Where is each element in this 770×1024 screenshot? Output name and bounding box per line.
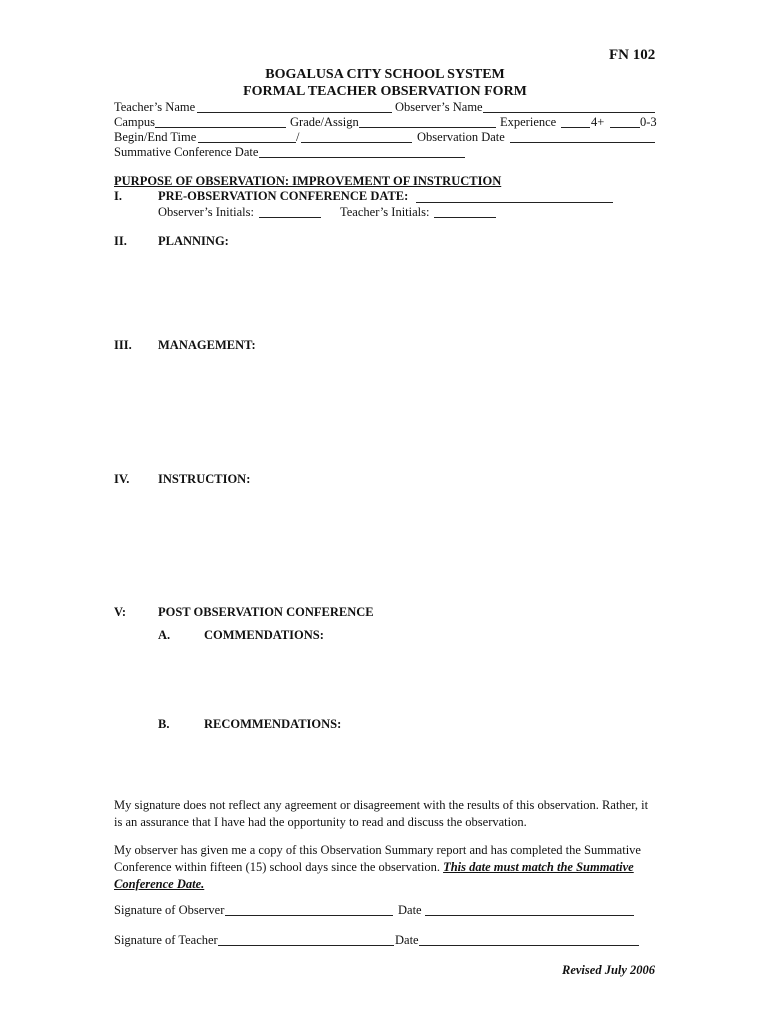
- signature-disclaimer: My signature does not reflect any agreement or disagreement with the results of this observation. Rather, it is an assurance that I have had the opportunity to read and discuss the observation.: [114, 798, 649, 829]
- date-match-note: This date must match the Summative Conference Date.: [114, 860, 634, 891]
- planning-heading: PLANNING:: [158, 234, 229, 248]
- section-3-number: III.: [114, 338, 132, 352]
- pre-observation-heading: PRE-OBSERVATION CONFERENCE DATE:: [158, 189, 409, 203]
- teacher-signature-label: Signature of Teacher: [114, 933, 218, 947]
- observer-signature-label: Signature of Observer: [114, 903, 225, 917]
- observer-name-label: Observer’s Name: [395, 100, 483, 114]
- pre-observation-date-field[interactable]: [416, 202, 613, 203]
- summative-date-field[interactable]: [259, 157, 465, 158]
- teacher-initials-field[interactable]: [434, 217, 496, 218]
- experience-4plus-field[interactable]: [561, 127, 590, 128]
- subsection-b-number: B.: [158, 717, 170, 731]
- teacher-date-field[interactable]: [419, 945, 639, 946]
- revision-note: Revised July 2006: [562, 963, 656, 977]
- observer-name-field[interactable]: [483, 112, 655, 113]
- management-heading: MANAGEMENT:: [158, 338, 256, 352]
- experience-4plus-label: 4+: [591, 115, 605, 129]
- end-time-field[interactable]: [301, 142, 412, 143]
- copy-acknowledgement: [114, 842, 659, 893]
- experience-0-3-field[interactable]: [610, 127, 640, 128]
- instruction-heading: INSTRUCTION:: [158, 472, 251, 486]
- commendations-heading: COMMENDATIONS:: [204, 628, 324, 642]
- experience-0-3-label: 0-3: [640, 115, 657, 129]
- purpose-heading: PURPOSE OF OBSERVATION: IMPROVEMENT OF INSTRUCTION: [114, 174, 502, 188]
- observation-date-label: Observation Date: [417, 130, 505, 144]
- section-5-number: V:: [114, 605, 127, 619]
- teacher-name-label: Teacher’s Name: [114, 100, 196, 114]
- acknowledgement-text: My observer has given me a copy of this Observation Summary report and has completed the Summative Conference within fifteen (15) school days since the observation.: [114, 843, 641, 874]
- recommendations-heading: RECOMMENDATIONS:: [204, 717, 342, 731]
- observation-date-field[interactable]: [510, 142, 655, 143]
- summative-date-label: Summative Conference Date: [114, 145, 259, 159]
- campus-field[interactable]: [155, 127, 286, 128]
- observer-date-field[interactable]: [425, 915, 634, 916]
- org-title: BOGALUSA CITY SCHOOL SYSTEM: [265, 67, 505, 82]
- observer-date-label: Date: [398, 903, 422, 917]
- section-4-number: IV.: [114, 472, 130, 486]
- begin-time-field[interactable]: [198, 142, 296, 143]
- grade-assign-label: Grade/Assign: [290, 115, 359, 129]
- teacher-signature-field[interactable]: [218, 945, 394, 946]
- experience-label: Experience: [500, 115, 557, 129]
- teacher-date-label: Date: [395, 933, 419, 947]
- subsection-a-number: A.: [158, 628, 171, 642]
- post-observation-heading: POST OBSERVATION CONFERENCE: [158, 605, 374, 619]
- observer-initials-field[interactable]: [259, 217, 321, 218]
- observer-signature-field[interactable]: [225, 915, 393, 916]
- teacher-name-field[interactable]: [197, 112, 392, 113]
- form-title: FORMAL TEACHER OBSERVATION FORM: [243, 84, 527, 99]
- teacher-initials-label: Teacher’s Initials:: [340, 205, 430, 219]
- observer-initials-label: Observer’s Initials:: [158, 205, 254, 219]
- form-number: FN 102: [609, 47, 656, 63]
- grade-assign-field[interactable]: [359, 127, 496, 128]
- section-1-number: I.: [114, 189, 122, 203]
- section-2-number: II.: [114, 234, 127, 248]
- campus-label: Campus: [114, 115, 155, 129]
- time-separator: /: [296, 130, 300, 144]
- begin-end-time-label: Begin/End Time: [114, 130, 197, 144]
